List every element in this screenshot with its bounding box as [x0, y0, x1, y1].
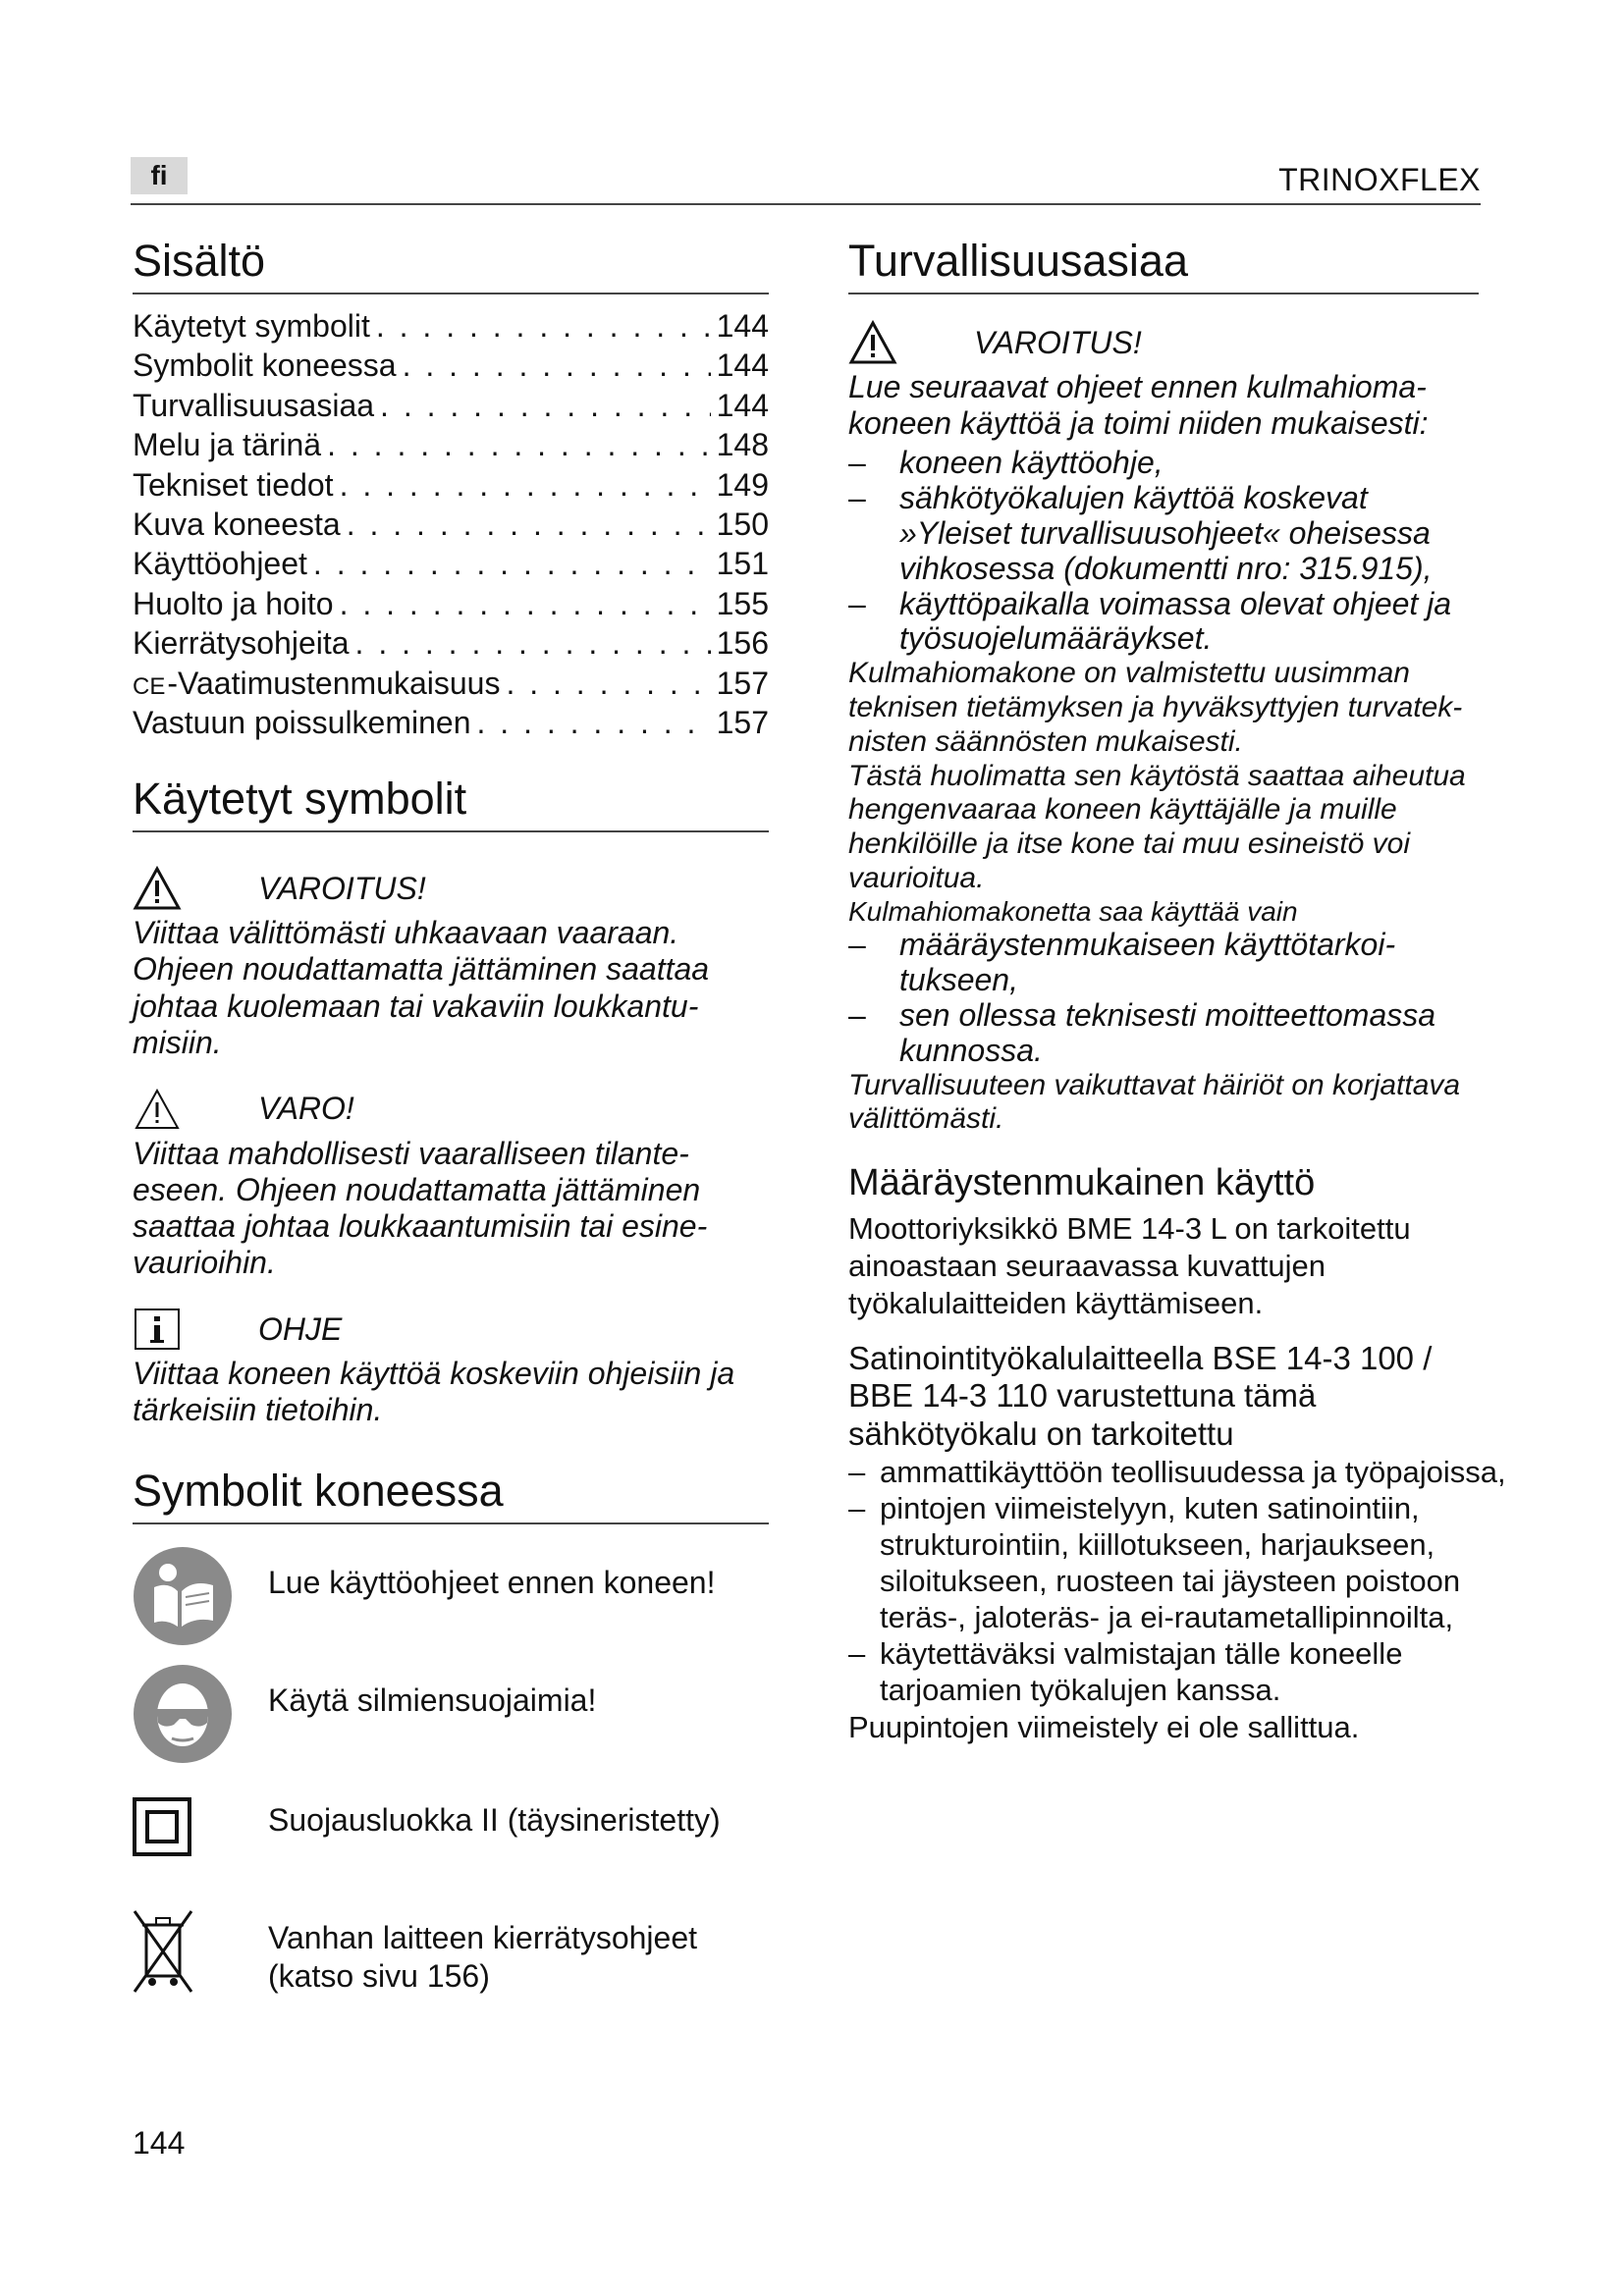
- intended-use-p1: Moottoriyksikkö BME 14-3 L on tarkoitettu ainoastaan seuraavassa kuvattujen työkalulaitteiden käyttämiseen.: [848, 1211, 1411, 1320]
- toc-list: [133, 308, 769, 744]
- symbol-text: Vanhan laitteen kierrätysohjeet (katso sivu 156): [268, 1920, 698, 1994]
- toc-leader: [355, 625, 711, 662]
- caution-label: VARO!: [258, 1091, 354, 1127]
- toc-item-title: Käytetyt symbolit: [133, 308, 370, 344]
- toc-item-title: Kuva koneesta: [133, 506, 341, 542]
- warning-triangle-icon: [848, 320, 897, 365]
- list-item: – koneen käyttöohje,: [848, 446, 1477, 481]
- toc-item-title: Tekniset tiedot: [133, 466, 334, 503]
- intended-use-section: [848, 1162, 1516, 1745]
- toc-item-title-text: -Vaatimustenmukaisuus: [167, 665, 501, 701]
- symbol-text: Käytä silmiensuojaimia!: [268, 1682, 597, 1719]
- list-item: – ammattikäyttöön teollisuudessa ja työpajoissa,: [848, 1455, 1516, 1491]
- toc-item[interactable]: [133, 625, 769, 665]
- toc-leader: [477, 705, 711, 741]
- toc-leader: [403, 347, 711, 384]
- toc-leader: [340, 467, 711, 504]
- toc-item[interactable]: [133, 347, 769, 387]
- list-item: – käyttöpaikalla voimassa olevat ohjeet ja työsuojelumääräykset.: [848, 587, 1477, 658]
- toc-item-title: Vastuun poissulkeminen: [133, 704, 471, 740]
- language-tag: fi: [131, 157, 188, 194]
- list-item: – määräystenmukaiseen käyttötarkoi-tukseen,: [848, 928, 1477, 998]
- safety-warning-head: [848, 316, 1516, 369]
- safety-warning-label: VAROITUS!: [974, 324, 1142, 360]
- safety-section: [848, 236, 1516, 1137]
- header-rule: [131, 203, 1481, 205]
- toc-item-page: 148: [716, 427, 769, 463]
- toc-item-title: Turvallisuusasiaa: [133, 387, 375, 423]
- warning-text: Viittaa välittömästi uhkaavaan vaaraan. Ohjeen noudattamatta jättäminen saattaa johtaa kuolemaan tai vakaviin loukkantu-misiin.: [133, 915, 710, 1060]
- list-item: – käytettäväksi valmistajan tälle koneelle tarjoamien työkalujen kanssa.: [848, 1636, 1516, 1709]
- caution-head: [133, 1083, 769, 1136]
- left-column: [133, 236, 769, 2000]
- info-note-icon: [133, 1307, 182, 1352]
- machine-symbols-section: [133, 1466, 769, 2000]
- toc-leader: [380, 388, 711, 424]
- intended-use-list: [848, 1455, 1516, 1708]
- toc-item[interactable]: [133, 666, 769, 705]
- weee-recycling-icon: [133, 1905, 193, 1994]
- protection-class-ii-icon: [133, 1797, 191, 1856]
- intended-use-subtitle: Satinointityökalulaitteella BSE 14-3 100 / BBE 14-3 110 varustettuna tämä sähkötyökalu on tarkoitettu: [848, 1339, 1433, 1452]
- symbol-row: [133, 1546, 769, 1664]
- safety-p3: Kulmahiomakonetta saa käyttää vain: [848, 895, 1298, 927]
- model-name: TRINOXFLEX: [1278, 162, 1481, 197]
- caution-text: Viittaa mahdollisesti vaaralliseen tilante-eseen. Ohjeen noudattamatta jättäminen saattaa johtaa loukkaantumisiin tai esine-vaurioihin.: [133, 1135, 708, 1281]
- symbol-row: [133, 1664, 769, 1784]
- safety-condition-list: [848, 928, 1477, 1068]
- toc-leader: [313, 546, 711, 582]
- safety-doc-list: [848, 446, 1477, 657]
- warning-label: VAROITUS!: [258, 870, 426, 906]
- toc-item-page: 151: [716, 546, 769, 582]
- symbol-icon-cell: [133, 1546, 268, 1651]
- toc-item-title: Symbolit koneessa: [133, 347, 397, 384]
- note-text: Viittaa koneen käyttöä koskeviin ohjeisiin ja tärkeisiin tietoihin.: [133, 1356, 735, 1428]
- toc-section: [133, 236, 769, 744]
- toc-item[interactable]: [133, 507, 769, 546]
- caution-block: [133, 1083, 769, 1281]
- toc-item[interactable]: [133, 705, 769, 744]
- note-head: [133, 1303, 769, 1356]
- toc-item-title: Kierrätysohjeita: [133, 625, 350, 662]
- caution-triangle-icon: [133, 1087, 182, 1132]
- intended-use-title: Määräystenmukainen käyttö: [848, 1162, 1316, 1204]
- warning-block: [133, 862, 769, 1060]
- symbols-used-section: [133, 774, 769, 1428]
- toc-leader: [327, 427, 711, 463]
- ce-mark-icon: CE: [133, 672, 166, 700]
- toc-item[interactable]: [133, 427, 769, 466]
- toc-leader: [347, 507, 711, 543]
- toc-item-page: 144: [716, 308, 769, 344]
- symbol-row: [133, 1901, 769, 2000]
- list-item: – pintojen viimeistelyyn, kuten satinointiin, strukturointiin, kiillotukseen, harjaukseen, siloitukseen, ruosteen tai jäysteen poistoon teräs-, jaloteräs- ja ei-rautametallipinnoilta,: [848, 1491, 1516, 1636]
- toc-item[interactable]: [133, 308, 769, 347]
- toc-leader: [376, 308, 711, 345]
- note-label: OHJE: [258, 1310, 343, 1347]
- safety-p4: Turvallisuuteen vaikuttavat häiriöt on korjattava välittömästi.: [848, 1068, 1461, 1136]
- toc-item-page: 150: [716, 506, 769, 542]
- eye-protection-icon: [133, 1664, 233, 1764]
- toc-item-title: Huolto ja hoito: [133, 585, 334, 621]
- toc-leader: [506, 666, 710, 702]
- list-item: – sen ollessa teknisesti moitteettomassa kunnossa.: [848, 998, 1477, 1069]
- symbol-icon-cell: [133, 1901, 268, 1999]
- symbol-row: [133, 1784, 769, 1901]
- toc-item-page: 149: [716, 466, 769, 503]
- safety-intro: Lue seuraavat ohjeet ennen kulmahioma-koneen käyttöä ja toimi niiden mukaisesti:: [848, 369, 1429, 442]
- symbol-text: Lue käyttöohjeet ennen koneen!: [268, 1565, 716, 1601]
- toc-item[interactable]: [133, 586, 769, 625]
- warning-head: [133, 862, 769, 915]
- page-number: 144: [133, 2125, 186, 2161]
- safety-p1: Kulmahiomakone on valmistettu uusimman teknisen tietämyksen ja hyväksyttyjen turvatek-nisten säännösten mukaisesti.: [848, 657, 1463, 758]
- symbol-icon-cell: [133, 1664, 268, 1769]
- note-block: [133, 1303, 769, 1428]
- machine-symbols-title: Symbolit koneessa: [133, 1466, 769, 1524]
- warning-triangle-icon: [133, 866, 182, 911]
- toc-item-page: 157: [716, 665, 769, 701]
- toc-title: Sisältö: [133, 236, 769, 294]
- toc-item[interactable]: [133, 388, 769, 427]
- symbols-used-title: Käytetyt symbolit: [133, 774, 769, 832]
- toc-item-page: 144: [716, 387, 769, 423]
- toc-item[interactable]: [133, 467, 769, 507]
- toc-item-page: 157: [716, 704, 769, 740]
- toc-item-title: [133, 666, 500, 702]
- toc-item-page: 156: [716, 625, 769, 662]
- symbol-icon-cell: [133, 1784, 268, 1861]
- toc-item[interactable]: [133, 546, 769, 585]
- toc-leader: [340, 586, 711, 622]
- toc-item-page: 144: [716, 347, 769, 384]
- safety-p2: Tästä huolimatta sen käytöstä saattaa aiheutua hengenvaaraa koneen käyttäjälle ja muille henkilöille ja itse kone tai muu esineistö voi vaurioitua.: [848, 759, 1466, 894]
- intended-use-p2: Puupintojen viimeistely ei ole sallittua.: [848, 1709, 1360, 1744]
- toc-item-page: 155: [716, 585, 769, 621]
- read-manual-icon: [133, 1546, 233, 1646]
- list-item: – sähkötyökalujen käyttöä koskevat »Yleiset turvallisuusohjeet« oheisessa vihkosessa (dokumentti nro: 315.915),: [848, 481, 1477, 586]
- toc-item-title: Melu ja tärinä: [133, 427, 322, 463]
- symbol-text: Suojausluokka II (täysineristetty): [268, 1802, 721, 1839]
- safety-title: Turvallisuusasiaa: [848, 236, 1479, 294]
- right-column: [848, 236, 1516, 1745]
- toc-item-title: Käyttöohjeet: [133, 546, 307, 582]
